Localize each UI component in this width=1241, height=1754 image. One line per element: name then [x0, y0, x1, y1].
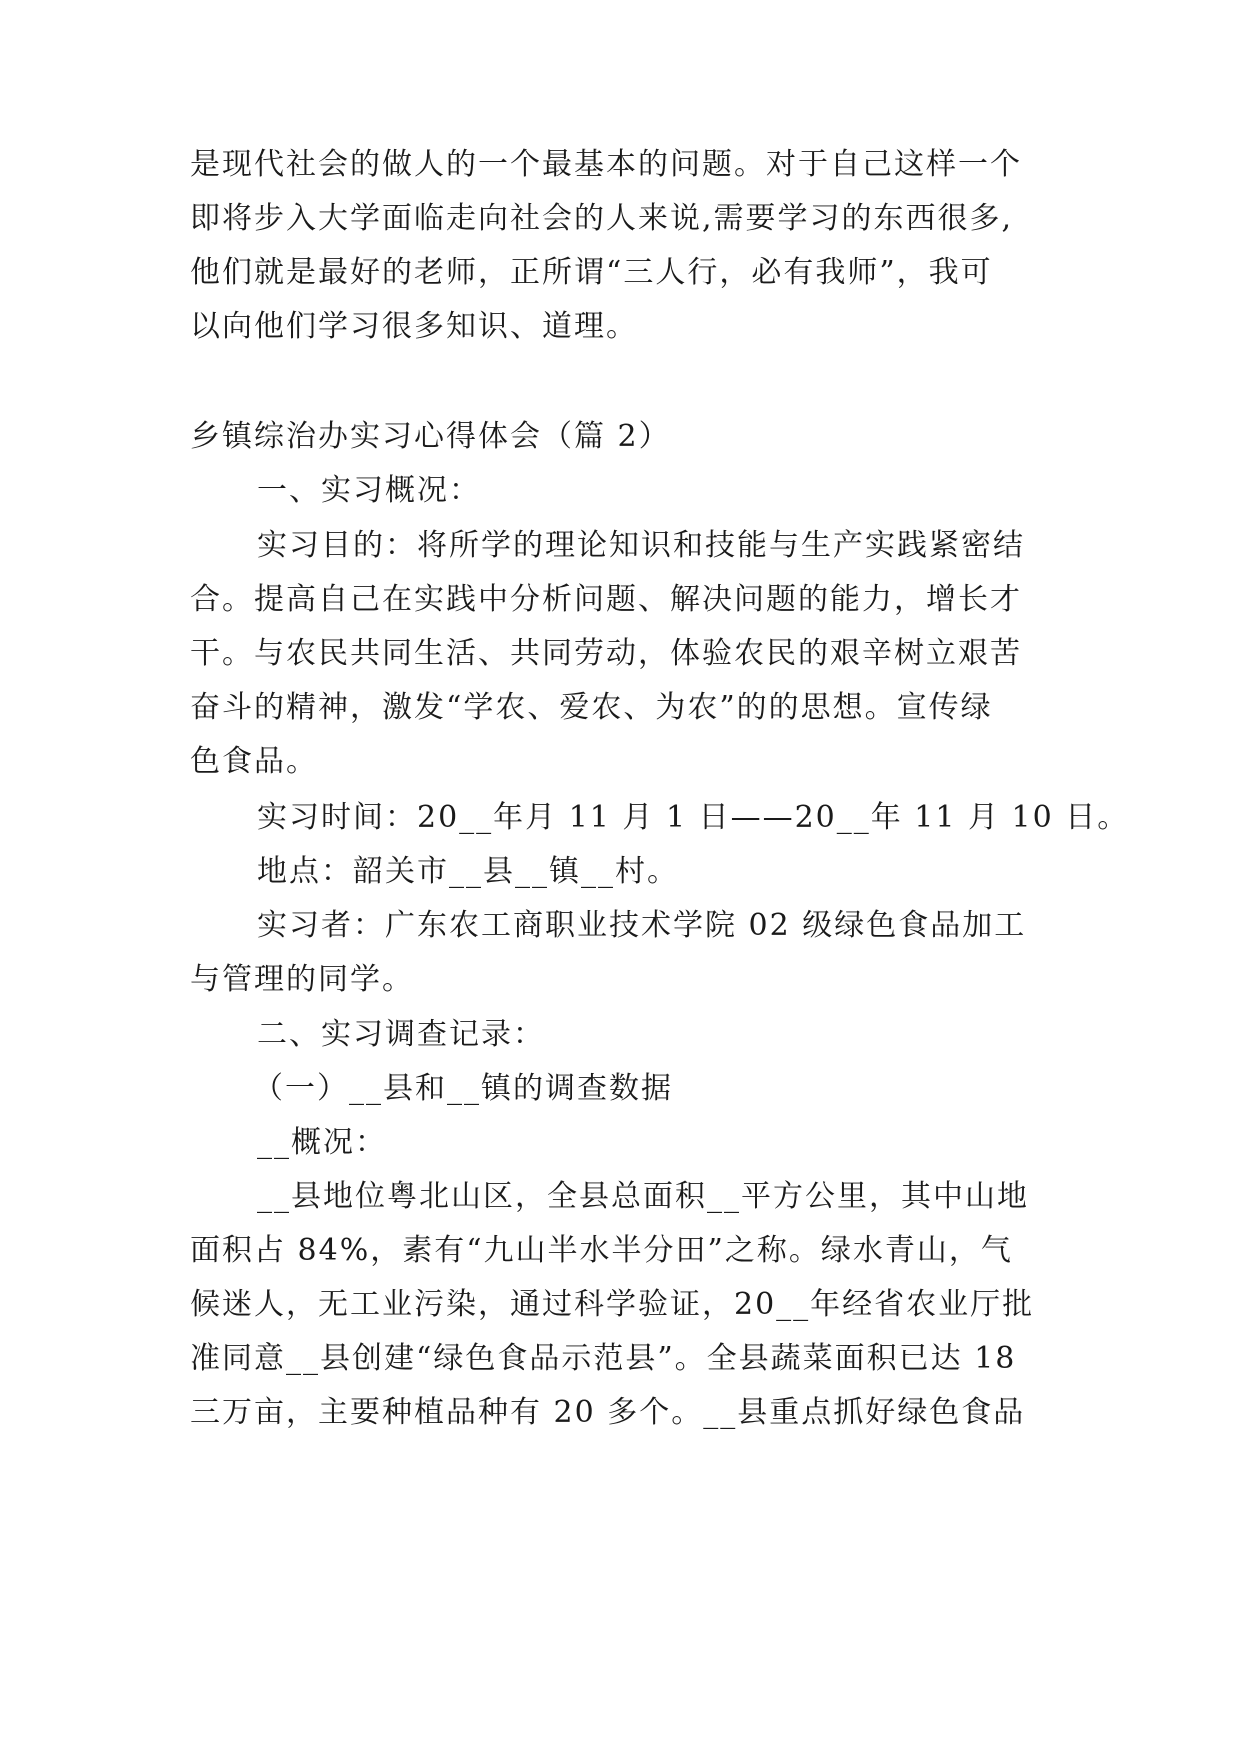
sub-heading: （一）__县和__镇的调查数据	[253, 1071, 673, 1106]
internship-location: 地点：韶关市__县__镇__村。	[257, 854, 679, 889]
paragraph-line: 即将步入大学面临走向社会的人来说,需要学习的东西很多,	[190, 201, 1014, 236]
intern-line: 与管理的同学。	[190, 962, 414, 997]
overview-line: 准同意__县创建“绿色食品示范县”。全县蔬菜面积已达 18	[190, 1341, 1017, 1376]
internship-time: 实习时间：20__年月 11 月 1 日——20__年 11 月 10 日。	[257, 800, 1130, 835]
overview-line: 面积占 84%，素有“九山半水半分田”之称。绿水青山，气	[190, 1233, 1013, 1268]
intern-line: 实习者：广东农工商职业技术学院 02 级绿色食品加工	[257, 908, 1027, 943]
purpose-line: 奋斗的精神，激发“学农、爱农、为农”的的思想。宣传绿	[190, 690, 993, 725]
purpose-line: 色食品。	[190, 744, 318, 779]
overview-line: 三万亩，主要种植品种有 20 多个。__县重点抓好绿色食品	[190, 1395, 1026, 1430]
purpose-line: 实习目的：将所学的理论知识和技能与生产实践紧密结	[257, 528, 1025, 563]
purpose-line: 干。与农民共同生活、共同劳动，体验农民的艰辛树立艰苦	[190, 636, 1022, 671]
section-title: 乡镇综治办实习心得体会（篇 2）	[190, 419, 671, 454]
paragraph-line: 以向他们学习很多知识、道理。	[190, 309, 638, 344]
heading-survey: 二、实习调查记录：	[257, 1017, 545, 1052]
paragraph-line: 他们就是最好的老师，正所谓“三人行，必有我师”，我可	[190, 255, 993, 290]
heading-overview: 一、实习概况：	[257, 473, 481, 508]
overview-label: __概况：	[257, 1125, 387, 1160]
paragraph-line: 是现代社会的做人的一个最基本的问题。对于自己这样一个	[190, 147, 1022, 182]
purpose-line: 合。提高自己在实践中分析问题、解决问题的能力，增长才	[190, 582, 1022, 617]
overview-line: __县地位粤北山区，全县总面积__平方公里，其中山地	[257, 1179, 1029, 1214]
overview-line: 候迷人，无工业污染，通过科学验证，20__年经省农业厅批	[190, 1287, 1035, 1322]
